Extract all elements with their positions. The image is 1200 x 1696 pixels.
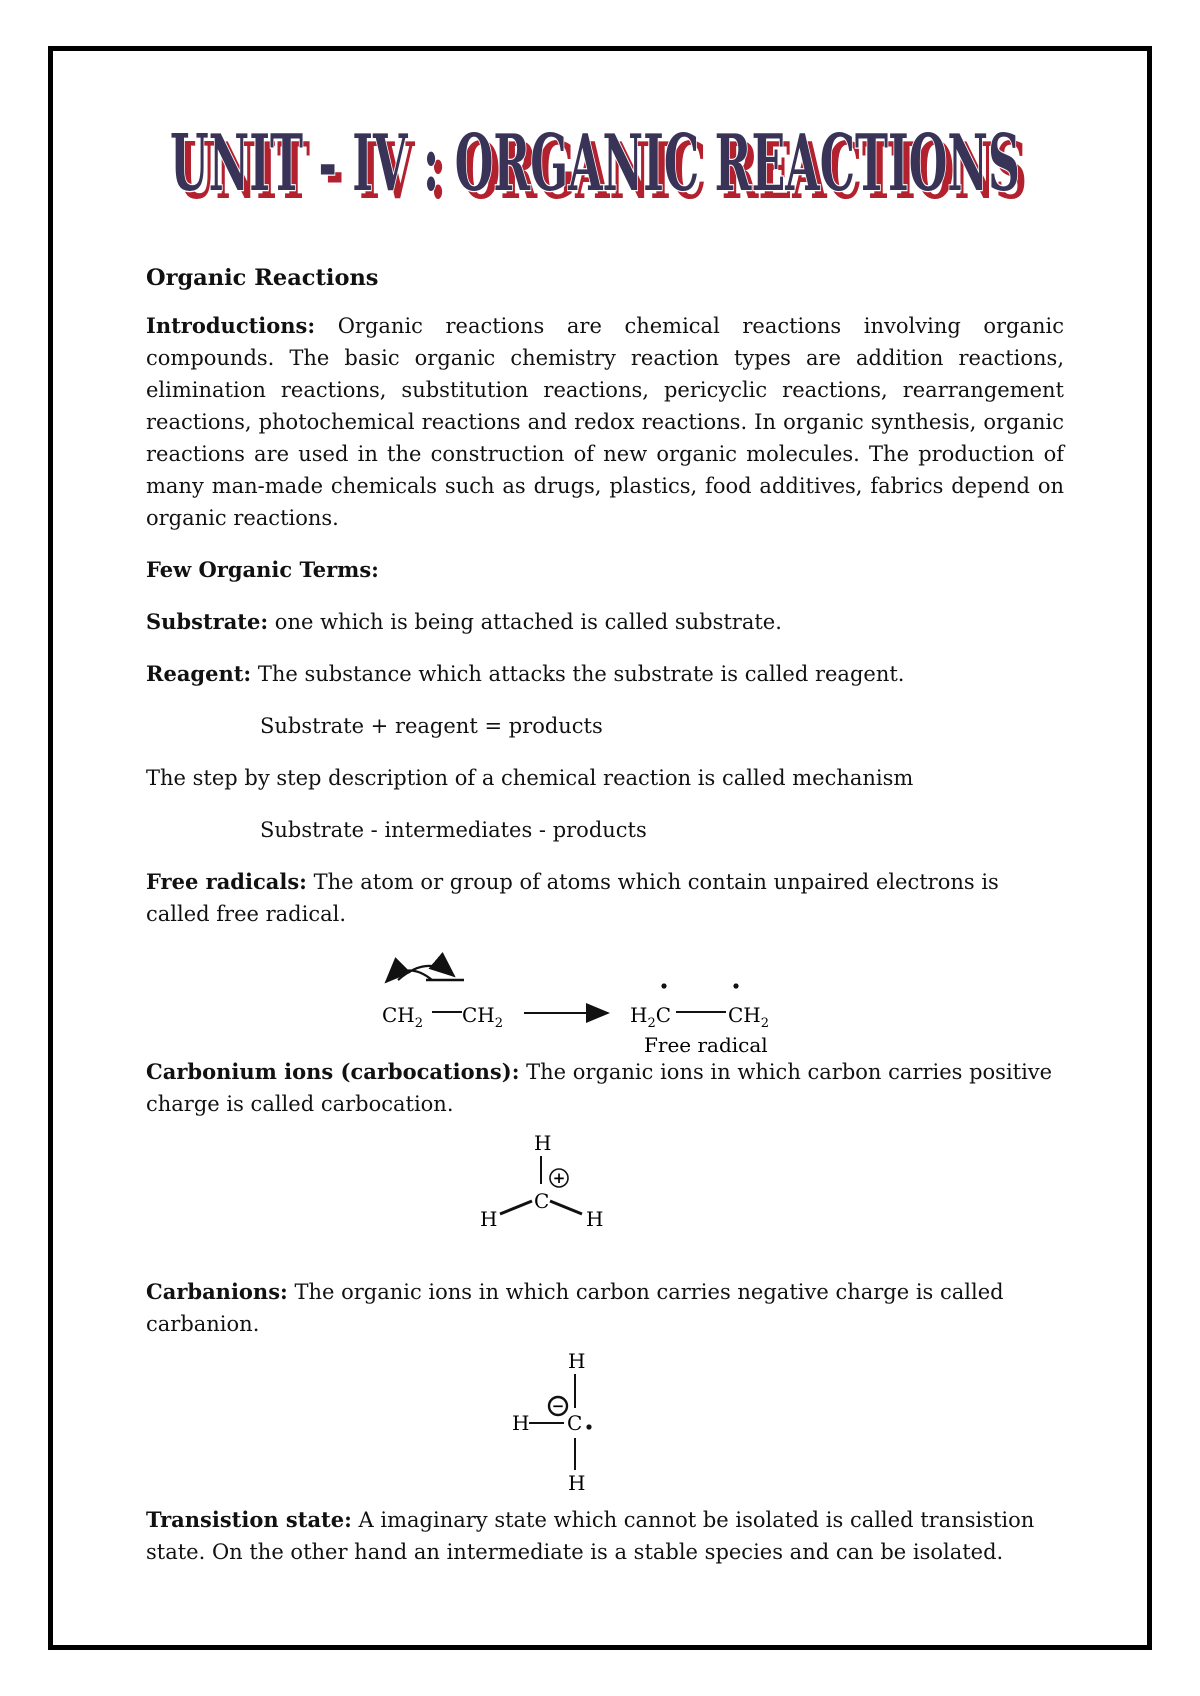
carbocation-h-top: H bbox=[534, 1131, 552, 1155]
carbanion-figure bbox=[146, 1340, 1064, 1504]
carbanion-diagram bbox=[146, 1340, 1064, 1504]
mechanism-definition: The step by step description of a chemical reaction is called mechanism bbox=[146, 766, 914, 790]
reagent-text: The substance which attacks the substrate is called reagent. bbox=[251, 662, 905, 686]
free-radical-text: The atom or group of atoms which contain unpaired electrons is called free radical. bbox=[146, 870, 999, 926]
terms-heading: Few Organic Terms: bbox=[146, 557, 379, 582]
substrate-definition bbox=[146, 606, 1064, 638]
reagent-label: Reagent: bbox=[146, 661, 252, 686]
product-left: $H_2C$ bbox=[630, 1003, 672, 1031]
equation-substrate-reagent: Substrate + reagent = products bbox=[260, 714, 603, 738]
carbocation-diagram bbox=[146, 1120, 1064, 1276]
carbanion-text: The organic ions in which carbon carries negative charge is called carbanion. bbox=[146, 1280, 1004, 1336]
document-body bbox=[146, 262, 1064, 1568]
transition-state-definition bbox=[146, 1504, 1064, 1568]
carbonium-definition bbox=[146, 1056, 1064, 1120]
free-radical-definition bbox=[146, 866, 1064, 930]
minus-charge-icon: − bbox=[551, 1397, 565, 1415]
carbanion-label: Carbanions: bbox=[146, 1279, 288, 1304]
substrate-label: Substrate: bbox=[146, 609, 269, 634]
page-title: UNIT - IV : ORGANIC REACTIONS bbox=[170, 118, 1020, 208]
title-shadow: UNIT - IV : ORGANIC REACTIONS bbox=[177, 126, 1027, 208]
carbocation-carbon: C bbox=[534, 1189, 550, 1213]
free-radical-caption: Free radical bbox=[644, 1033, 768, 1056]
intro-label: Introductions: bbox=[146, 313, 316, 338]
intro-paragraph bbox=[146, 310, 1064, 534]
carbonium-label: Carbonium ions (carbocations): bbox=[146, 1059, 520, 1084]
equation-mechanism: Substrate - intermediates - products bbox=[260, 818, 647, 842]
title-banner bbox=[170, 118, 1040, 208]
section-heading: Organic Reactions bbox=[146, 265, 379, 291]
intro-text: Organic reactions are chemical reactions involving organic compounds. The basic organic chemistry reaction types are addition reactions, elimination reactions, substitution reactions, pericyclic reactions, rearrangement reactions, photochemical reactions and redox reactions. In organic synthesis, organic reactions are used in the construction of new organic molecules. The production of many man-made chemicals such as drugs, plastics, food additives, fabrics depend on organic reactions. bbox=[146, 314, 1064, 530]
reagent-definition bbox=[146, 658, 1064, 690]
carbanion-h-bottom: H bbox=[568, 1471, 586, 1495]
free-radical-diagram bbox=[146, 938, 1064, 1056]
substrate-text: one which is being attached is called substrate. bbox=[268, 610, 782, 634]
carbocation-bond-right bbox=[550, 1201, 582, 1214]
carbanion-carbon: C bbox=[567, 1411, 583, 1435]
free-radical-figure bbox=[146, 938, 1064, 1056]
transition-text: A imaginary state which cannot be isolated is called transistion state. On the other hand an intermediate is a stable species and can be isolated. bbox=[146, 1508, 1035, 1564]
carbanion-h-top: H bbox=[568, 1349, 586, 1373]
carbocation-figure bbox=[146, 1120, 1064, 1276]
radical-dot-left bbox=[661, 983, 666, 988]
radical-dot-right bbox=[733, 983, 738, 988]
product-right: $CH_2$ bbox=[728, 1003, 770, 1031]
carbocation-bond-left bbox=[500, 1201, 532, 1214]
carbonium-text: The organic ions in which carbon carries positive charge is called carbocation. bbox=[146, 1060, 1053, 1116]
plus-charge-icon: + bbox=[552, 1169, 566, 1187]
free-radical-label: Free radicals: bbox=[146, 869, 307, 894]
carbanion-definition bbox=[146, 1276, 1064, 1340]
reactant-left: $CH_2$ bbox=[382, 1003, 424, 1031]
title-banner-art bbox=[170, 118, 1040, 208]
carbocation-h-right: H bbox=[586, 1207, 604, 1231]
curved-arrow-right bbox=[398, 966, 454, 980]
carbocation-h-left: H bbox=[480, 1207, 498, 1231]
carbanion-h-left: H bbox=[512, 1411, 530, 1435]
transition-label: Transistion state: bbox=[146, 1507, 352, 1532]
reactant-right: $CH_2$ bbox=[462, 1003, 504, 1031]
lone-pair-dot bbox=[586, 1424, 591, 1429]
